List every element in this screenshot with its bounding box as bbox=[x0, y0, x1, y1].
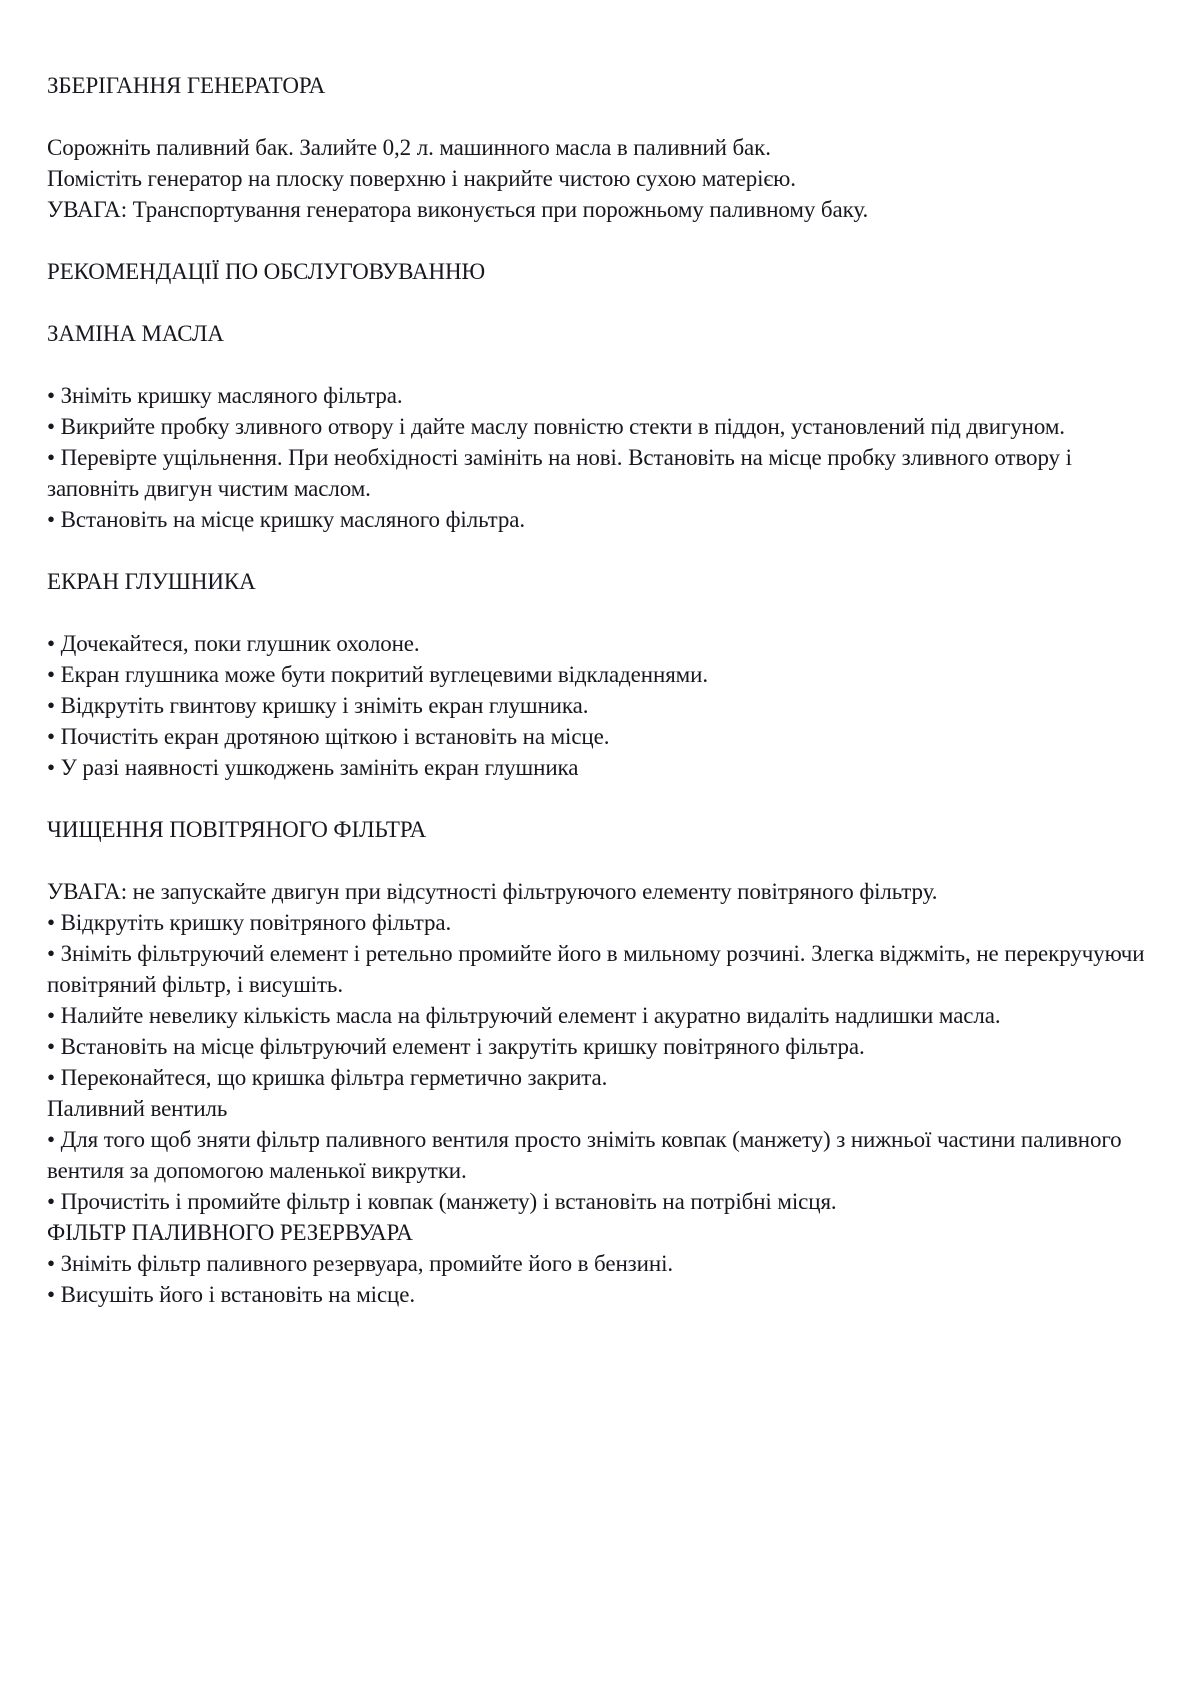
air-filter-item: • Відкрутіть кришку повітряного фільтра. bbox=[47, 910, 452, 935]
air-filter-item: • Налийте невелику кількість масла на фільтруючий елемент і акуратно видаліть надлишки масла. bbox=[47, 1003, 1001, 1028]
muffler-screen-heading: ЕКРАН ГЛУШНИКА bbox=[47, 569, 256, 594]
fuel-tank-filter-item: • Зніміть фільтр паливного резервуара, промийте його в бензині. bbox=[47, 1251, 674, 1276]
fuel-tank-filter-heading: ФІЛЬТР ПАЛИВНОГО РЕЗЕРВУАРА bbox=[47, 1220, 413, 1245]
spacer bbox=[47, 535, 1157, 566]
fuel-valve-item: • Прочистіть і промийте фільтр і ковпак (манжету) і встановіть на потрібні місця. bbox=[47, 1189, 837, 1214]
muffler-screen-item: • Дочекайтеся, поки глушник охолоне. bbox=[47, 631, 420, 656]
fuel-tank-filter-item: • Висушіть його і встановіть на місце. bbox=[47, 1282, 416, 1307]
air-filter-heading: ЧИЩЕННЯ ПОВІТРЯНОГО ФІЛЬТРА bbox=[47, 817, 427, 842]
document-page bbox=[47, 70, 1157, 1310]
spacer bbox=[47, 597, 1157, 628]
oil-change-heading: ЗАМІНА МАСЛА bbox=[47, 321, 224, 346]
spacer bbox=[47, 349, 1157, 380]
storage-warning: УВАГА: Транспортування генератора виконується при порожньому паливному баку. bbox=[47, 197, 869, 222]
storage-heading: ЗБЕРІГАННЯ ГЕНЕРАТОРА bbox=[47, 73, 326, 98]
maintenance-heading: РЕКОМЕНДАЦІЇ ПО ОБСЛУГОВУВАННЮ bbox=[47, 259, 486, 284]
spacer bbox=[47, 783, 1157, 814]
spacer bbox=[47, 287, 1157, 318]
oil-change-item: • Викрийте пробку зливного отвору і дайте маслу повністю стекти в піддон, установлений під двигуном. bbox=[47, 414, 1065, 439]
spacer bbox=[47, 845, 1157, 876]
storage-line: Сорожніть паливний бак. Залийте 0,2 л. машинного масла в паливний бак. bbox=[47, 135, 771, 160]
muffler-screen-item: • Екран глушника може бути покритий вуглецевими відкладеннями. bbox=[47, 662, 708, 687]
spacer bbox=[47, 225, 1157, 256]
air-filter-item: • Зніміть фільтруючий елемент і ретельно промийте його в мильному розчині. Злегка віджміть, не перекручуючи повітряний фільтр, і висушіть. bbox=[47, 941, 1145, 997]
storage-line: Помістіть генератор на плоску поверхню і накрийте чистою сухою матерією. bbox=[47, 166, 796, 191]
oil-change-item: • Встановіть на місце кришку масляного фільтра. bbox=[47, 507, 525, 532]
air-filter-item: • Переконайтеся, що кришка фільтра герметично закрита. bbox=[47, 1065, 608, 1090]
muffler-screen-item: • У разі наявності ушкоджень замініть екран глушника bbox=[47, 755, 579, 780]
air-filter-warning: УВАГА: не запускайте двигун при відсутності фільтруючого елементу повітряного фільтру. bbox=[47, 879, 938, 904]
muffler-screen-item: • Почистіть екран дротяною щіткою і встановіть на місце. bbox=[47, 724, 610, 749]
fuel-valve-item: • Для того щоб зняти фільтр паливного вентиля просто зніміть ковпак (манжету) з нижньої частини паливного вентиля за допомогою маленької викрутки. bbox=[47, 1127, 1122, 1183]
muffler-screen-item: • Відкрутіть гвинтову кришку і зніміть екран глушника. bbox=[47, 693, 589, 718]
air-filter-item: • Встановіть на місце фільтруючий елемент і закрутіть кришку повітряного фільтра. bbox=[47, 1034, 865, 1059]
fuel-valve-heading: Паливний вентиль bbox=[47, 1096, 228, 1121]
spacer bbox=[47, 101, 1157, 132]
oil-change-item: • Перевірте ущільнення. При необхідності замініть на нові. Встановіть на місце пробку зливного отвору і заповніть двигун чистим маслом. bbox=[47, 445, 1072, 501]
oil-change-item: • Зніміть кришку масляного фільтра. bbox=[47, 383, 403, 408]
